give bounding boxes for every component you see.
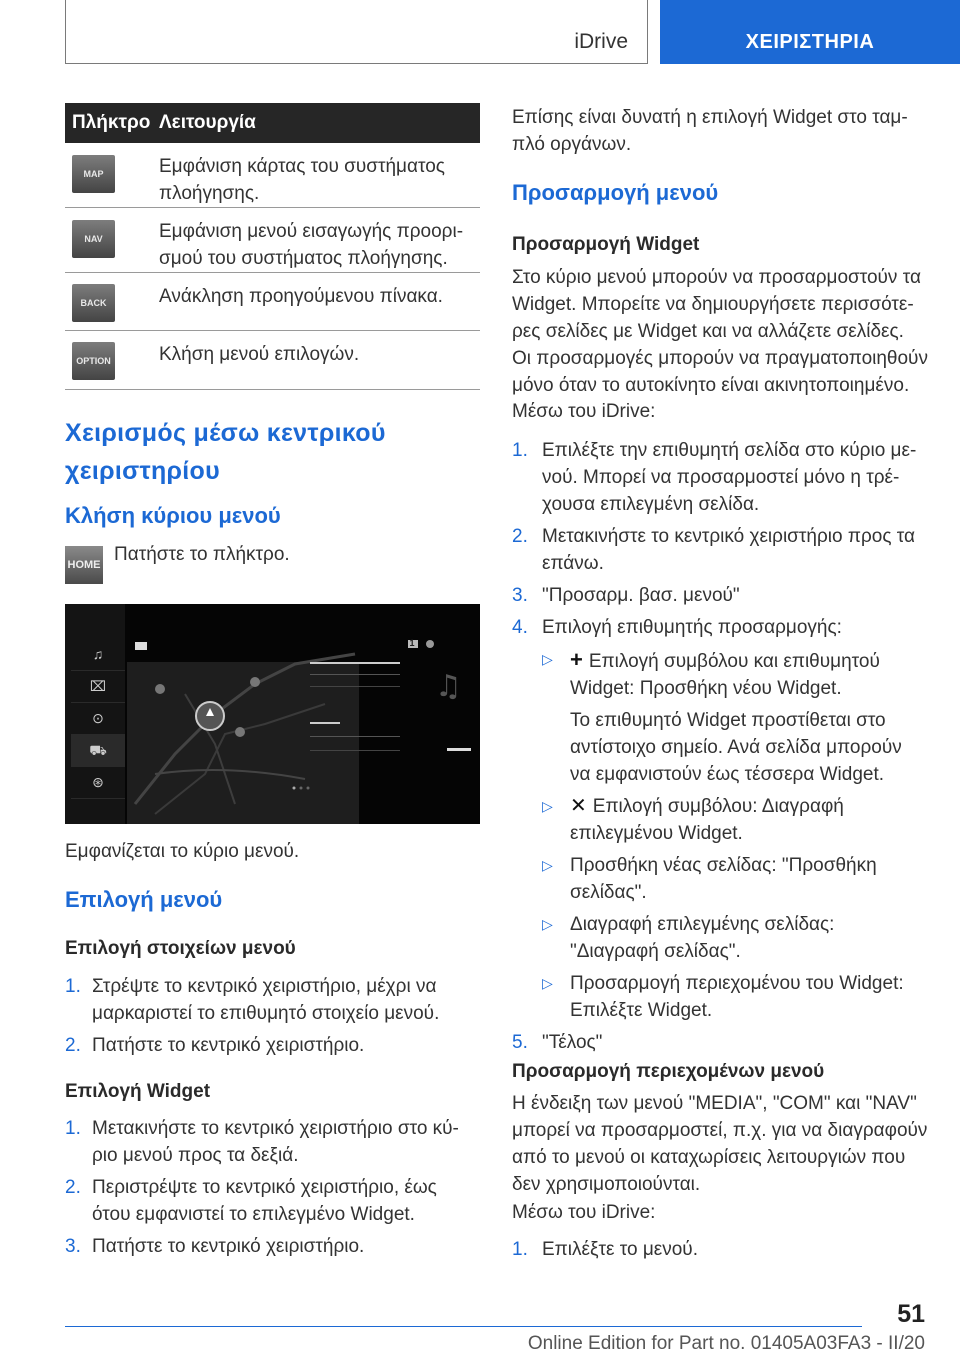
heading-central-controller: Χειρισμός μέσω κεντρικού χειριστηρίου	[65, 419, 386, 485]
phone-icon: ⊙	[71, 702, 125, 735]
heading-select-menu: Επιλογή μενού	[65, 887, 223, 912]
row-text: πλοήγησης.	[159, 183, 260, 204]
adjust-steps: 1. Επιλέξτε την επιθυμητή σελίδα στο κύριο με- νού. Μπορεί να προσαρμοστεί μόνο η τρέ- χουσα επιλεγμένη σελίδα. 2. Μετακινήστε το κεντρικό χειριστήριο προς τα επάνω. 3. "Προσαρμ. βασ. μενού" 4. Επιλογή επιθυμητής προσαρμογής: ▷ + Επιλογή συμβόλου και επιθυμητού Widget: Προσθήκη νέου Widget. Το επιθυμητό Widget προστίθεται στο αντίστοιχο σημείο. Ανά σελίδα μπορούν να εμφανιστούν έως τέσσερα Widget. ▷ ✕ Επιλογή συμβόλου: Διαγραφή επιλεγμένου Widget. ▷ Προσθήκη νέας σελίδας: "Προσθήκη σελίδας". ▷ Διαγραφή επιλεγμένης σελίδας: "Διαγραφή σελίδας". ▷ Προσαρμογή περιεχομένου του Widget: Επιλέξτε Widget. 5. "Τέλος"	[512, 437, 932, 1056]
table-row	[65, 208, 480, 273]
screen-graphics	[65, 604, 480, 824]
bullet-add-page: ▷ Προσθήκη νέας σελίδας: "Προσθήκη σελίδας".	[512, 852, 932, 906]
triangle-bullet-icon: ▷	[542, 857, 553, 873]
keys-table	[65, 103, 480, 390]
via-idrive-text: Μέσω του iDrive:	[512, 401, 656, 422]
adjust-widget-paragraph: Στο κύριο μενού μπορούν να προσαρμοστούν τα Widget. Μπορείτε να δημιουργήσετε περισσότε- ρες σελίδες με Widget και να αλλάζετε σελίδες. Οι προσαρμογές μπορούν να πραγματοποιηθούν μόνο όταν το αυτοκίνητο είναι ακινητοποιημένο.	[512, 267, 928, 396]
app-icon: ⌧	[71, 670, 125, 703]
table-row	[65, 273, 480, 331]
table-row	[65, 143, 480, 208]
table-header-function: Λειτουργία	[159, 112, 256, 133]
settings-icon: ⊛	[71, 766, 125, 799]
back-key-icon: BACK	[72, 284, 115, 322]
page-number: 51	[897, 1300, 925, 1328]
content-steps: 1. Επιλέξτε το μενού.	[512, 1239, 698, 1260]
triangle-bullet-icon: ▷	[542, 975, 553, 991]
triangle-bullet-icon: ▷	[542, 916, 553, 932]
footer-divider	[65, 1326, 862, 1327]
header-section: iDrive	[574, 30, 628, 53]
music-icon: ♫	[71, 638, 125, 671]
screen-badge: 1	[409, 638, 415, 648]
bullet-adjust-content: ▷ Προσαρμογή περιεχομένου του Widget: Επιλέξτε Widget.	[512, 970, 932, 1024]
press-button-text: Πατήστε το πλήκτρο.	[114, 544, 290, 565]
main-menu-shown-text: Εμφανίζεται το κύριο μενού.	[65, 841, 300, 862]
plus-icon: +	[570, 647, 583, 672]
triangle-bullet-icon: ▷	[542, 651, 553, 667]
row-text: Εμφάνιση μενού εισαγωγής προορι-	[159, 221, 464, 242]
header-frame	[65, 0, 648, 64]
main-menu-screenshot	[65, 604, 480, 824]
row-text: Ανάκληση προηγούμενου πίνακα.	[159, 286, 443, 307]
car-icon: ⛟	[71, 734, 125, 767]
table-header-key: Πλήκτρο	[72, 112, 151, 133]
bullet-add-widget: ▷ + Επιλογή συμβόλου και επιθυμητού Widget: Προσθήκη νέου Widget. Το επιθυμητό Widget προστίθεται στο αντίστοιχο σημείο. Ανά σελίδα μπορούν να εμφανιστούν έως τέσσερα Widget.	[512, 646, 932, 788]
heading-select-widget: Επιλογή Widget	[65, 1081, 211, 1102]
triangle-bullet-icon: ▷	[542, 798, 553, 814]
header-chapter-tab: ΧΕΙΡΙΣΤΗΡΙΑ	[660, 0, 960, 64]
edition-text: Online Edition for Part no. 01405A03FA3 - II/20	[527, 1333, 925, 1354]
bullet-delete-widget: ▷ ✕ Επιλογή συμβόλου: Διαγραφή επιλεγμένου Widget.	[512, 793, 932, 847]
table-row	[65, 331, 480, 390]
items-steps: 1. Στρέψτε το κεντρικό χειριστήριο, μέχρι να μαρκαριστεί το επιθυμητό στοιχείο μενού. 2. Πατήστε το κεντρικό χειριστήριο.	[65, 976, 440, 1056]
row-text: σμού του συστήματος πλοήγησης.	[159, 248, 448, 269]
heading-select-items: Επιλογή στοιχείων μενού	[65, 938, 296, 959]
via-idrive-text-2: Μέσω του iDrive:	[512, 1202, 656, 1223]
bullet-delete-page: ▷ Διαγραφή επιλεγμένης σελίδας: "Διαγραφή σελίδας".	[512, 911, 932, 965]
map-key-icon: MAP	[72, 155, 115, 193]
svg-text:♫: ♫	[435, 669, 462, 704]
row-text: Κλήση μενού επιλογών.	[159, 344, 360, 365]
heading-adjust-content: Προσαρμογή περιεχομένων μενού	[512, 1061, 825, 1082]
heading-adjust-widget: Προσαρμογή Widget	[512, 234, 700, 255]
heading-adjust-menu: Προσαρμογή μενού	[512, 180, 719, 205]
close-icon: ✕	[570, 795, 587, 817]
home-key-icon: HOME	[65, 546, 103, 584]
table-header	[65, 103, 480, 143]
heading-call-main-menu: Κλήση κύριου μενού	[65, 503, 281, 528]
nav-key-icon: NAV	[72, 220, 115, 258]
intro-text: Επίσης είναι δυνατή η επιλογή Widget στο ταμ- πλό οργάνων.	[512, 107, 908, 155]
row-text: Εμφάνιση κάρτας του συστήματος	[159, 156, 445, 177]
adjust-content-paragraph: Η ένδειξη των μενού "MEDIA", "COM" και "NAV" μπορεί να προσαρμοστεί, π.χ. για να διαγραφούν από το μενού οι καταχωρίσεις λειτουργιών που δεν χρησιμοποιούνται.	[512, 1093, 928, 1195]
widget-steps: 1. Μετακινήστε το κεντρικό χειριστήριο στο κύ- ριο μενού προς τα δεξιά. 2. Περιστρέψτε το κεντρικό χειριστήριο, έως ότου εμφανιστεί το επιλεγμένο Widget. 3. Πατήστε το κεντρικό χειριστήριο.	[65, 1118, 459, 1257]
option-key-icon: OPTION	[72, 342, 115, 380]
